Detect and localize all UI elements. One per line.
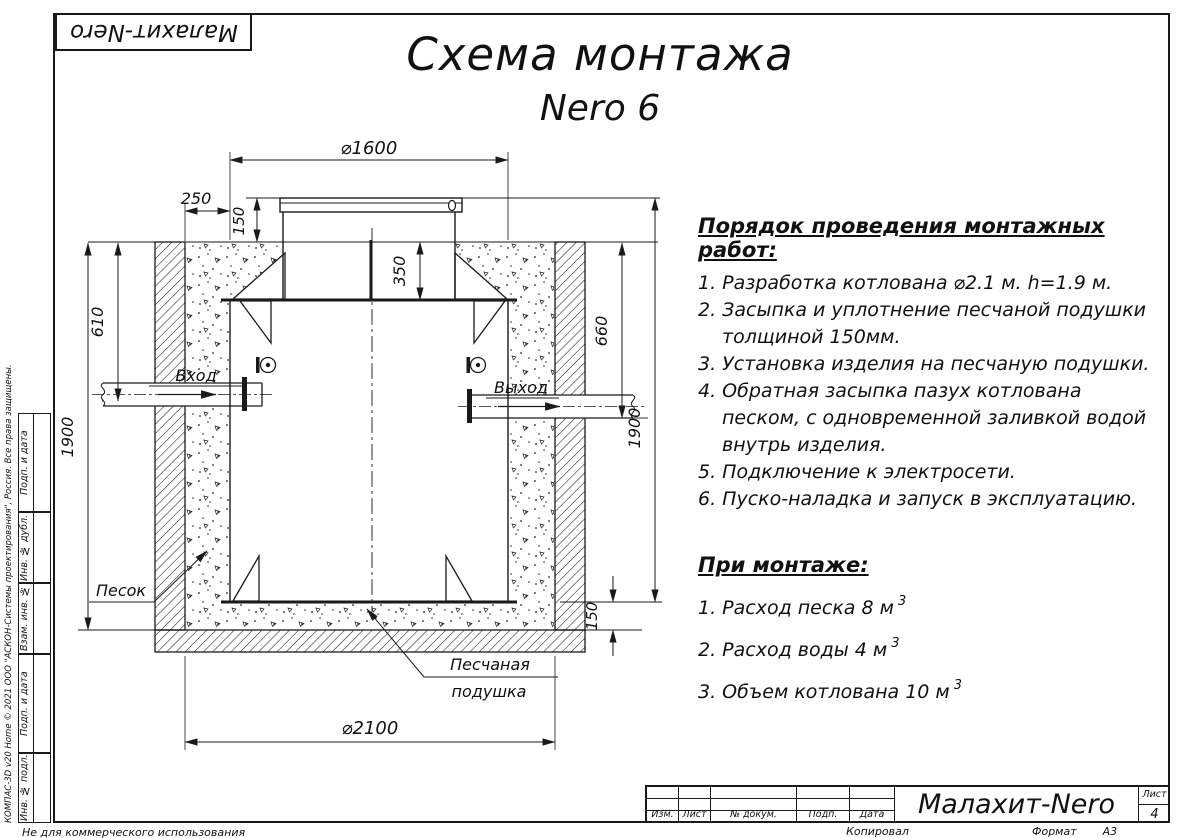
dim-top-diameter: ⌀1600 [340, 138, 398, 159]
instruction-item: 3. Установка изделия на песчаную подушки. [698, 353, 1150, 375]
tank-lid [280, 198, 462, 212]
instruction-item: 4. Обратная засыпка пазух котлована песком, с одновременной заливкой водой внутрь изделия. [698, 380, 1147, 456]
software-copyright: КОМПАС-3D v20 Home © 2021 ООО "АСКОН-Системы проектирования", Россия. Все права защищены. [4, 364, 14, 823]
stamp-cell: Инв. № дубл. [18, 512, 51, 583]
montage-heading: При монтаже: [698, 553, 869, 577]
outlet-label: Выход [494, 378, 548, 397]
instructions-heading: Порядок проведения монтажных работ: [698, 214, 1105, 262]
sheet-number: 4 [1150, 807, 1159, 822]
format-label: Формат [1032, 825, 1077, 838]
montage-item [698, 636, 1155, 661]
dim-lid-150: 150 [230, 206, 248, 236]
dim-tank-1900: 1900 [625, 407, 644, 449]
cushion-label-line1: Песчаная [450, 655, 530, 674]
cable-connectors [256, 357, 486, 373]
cushion-label-line2: подушка [451, 682, 527, 701]
montage-item [698, 678, 1155, 703]
instruction-item: 5. Подключение к электросети. [698, 461, 1016, 483]
tb-col-list: Лист [679, 787, 711, 821]
page-title: Схема монтажа [406, 28, 794, 81]
sheet-number-cell [1138, 787, 1170, 821]
product-name: Малахит-Nero [917, 788, 1116, 820]
dim-pit-1900: 1900 [58, 416, 77, 458]
format-note [1032, 825, 1117, 838]
format-value: А3 [1102, 825, 1118, 838]
instruction-item: 6. Пуско-наладка и запуск в эксплуатацию. [698, 488, 1138, 510]
cubic-meter-sup: 3 [891, 636, 900, 651]
dim-outlet-660: 660 [592, 315, 611, 347]
stamp-cell: Подп. и дата [18, 654, 51, 753]
instruction-item: 1. Разработка котлована ⌀2.1 м. h=1.9 м. [698, 272, 1113, 294]
title-block [645, 785, 1170, 823]
sand-label: Песок [95, 581, 147, 600]
inlet-label: Вход [175, 366, 217, 385]
sheet-label: Лист [1139, 787, 1170, 805]
instruction-item: 2. Засыпка и уплотнение песчаной подушки толщиной 150мм. [698, 299, 1147, 348]
montage-item [698, 594, 1155, 619]
montage-item-text: 1. Расход песка 8 м [698, 597, 894, 619]
stamp-cell: Взам. инв. № [18, 583, 51, 654]
tb-col-podp: Подп. [797, 787, 850, 821]
montage-item-text: 2. Расход воды 4 м [698, 639, 888, 661]
non-commercial-note: Не для коммерческого использования [22, 826, 246, 838]
cubic-meter-sup: 3 [897, 594, 907, 609]
montage-item-text: 3. Объем котлована 10 м [698, 681, 950, 703]
instructions-block [698, 214, 1155, 703]
copied-by-label: Копировал [846, 825, 909, 838]
page-subtitle: Nero 6 [539, 88, 661, 129]
dim-bottom-diameter: ⌀2100 [341, 718, 399, 739]
dim-neck-350: 350 [390, 255, 409, 287]
logo-text: Малахит-Nero [69, 19, 238, 45]
tb-col-izm: Изм. [647, 787, 679, 821]
cubic-meter-sup: 3 [953, 678, 963, 693]
tb-col-data: Дата [850, 787, 895, 821]
tb-col-docnum: № докум. [711, 787, 797, 821]
dim-cushion-150: 150 [583, 601, 601, 631]
dim-offset-250: 250 [180, 189, 212, 208]
stamp-cell: Инв. № подл. [18, 753, 51, 823]
stamp-cell: Подп. и дата [18, 413, 51, 512]
dim-inlet-610: 610 [88, 306, 107, 338]
